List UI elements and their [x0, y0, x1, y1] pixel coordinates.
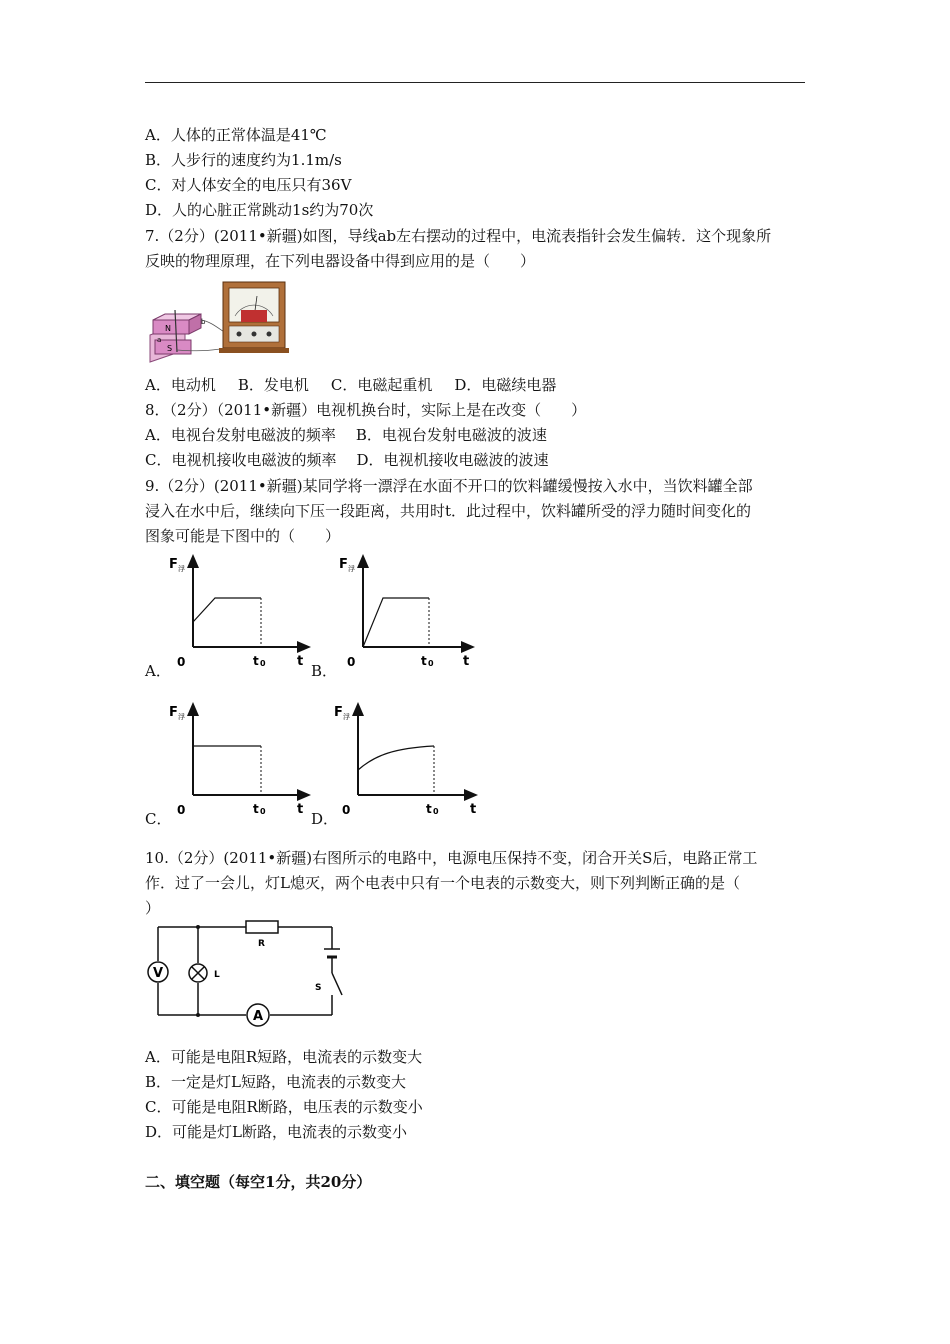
q10-stem-line3: ） [145, 899, 161, 917]
q9-stem-line3: 图象可能是下图中的（ ） [145, 527, 341, 545]
q10-option-d: D．可能是灯L断路，电流表的示数变小 [145, 1123, 407, 1141]
q8-option-c: C．电视机接收电磁波的频率 [145, 451, 337, 469]
wire-b-label: b [201, 318, 206, 326]
graph-d-y-label: F [334, 705, 343, 720]
ammeter-label: A [253, 1009, 264, 1024]
q8-option-d: D．电视机接收电磁波的波速 [356, 451, 549, 469]
graph-d-curve [358, 746, 434, 770]
graph-c-y-sub: 浮 [178, 713, 185, 721]
q9-label-a: A． [145, 662, 171, 680]
graph-b-curve [363, 598, 429, 647]
q9-label-d: D． [311, 810, 339, 828]
q6-option-a: A．人体的正常体温是41℃ [145, 126, 327, 144]
graph-b-t0: t [421, 654, 427, 668]
q9-graph-c [165, 700, 315, 820]
wire-a-label: a [157, 336, 162, 344]
q7-stem-line1: 7.（2分）(2011•新疆)如图，导线ab左右摆动的过程中，电流表指针会发生偏转．这个现象所 [145, 227, 772, 245]
graph-b-x-label: t [463, 654, 470, 669]
resistor-r [246, 921, 278, 933]
q10-option-a: A．可能是电阻R短路，电流表的示数变大 [145, 1048, 423, 1066]
graph-a-t0-sub: 0 [260, 659, 266, 668]
voltmeter-label: V [153, 966, 164, 981]
graph-d-x-label: t [470, 802, 477, 817]
q10-stem-line2: 作．过了一会儿，灯L熄灭，两个电表中只有一个电表的示数变大，则下列判断正确的是（ [145, 874, 740, 892]
graph-a-curve [193, 598, 261, 622]
graph-a-t0: t [253, 654, 259, 668]
graph-c-t0: t [253, 802, 259, 816]
graph-c-t0-sub: 0 [260, 807, 266, 816]
q9-stem-line1: 9.（2分）(2011•新疆)某同学将一漂浮在水面不开口的饮料罐缓慢按入水中，当饮料罐全部 [145, 477, 753, 495]
header-rule [145, 82, 805, 83]
switch-s [332, 973, 342, 995]
q7-option-b: B．发电机 [237, 376, 309, 394]
magnet-n-label: N [165, 324, 171, 333]
q9-stem-line2: 浸入在水中后，继续向下压一段距离，共用时t．此过程中，饮料罐所受的浮力随时间变化的 [145, 502, 752, 520]
q6-option-d: D．人的心脏正常跳动1s约为70次 [145, 201, 374, 219]
q6-option-c: C．对人体安全的电压只有36V [145, 176, 352, 194]
graph-c-x-label: t [297, 802, 304, 817]
graph-d-t0-sub: 0 [433, 807, 439, 816]
graph-b-origin: 0 [347, 655, 356, 669]
q9-graph-d [330, 700, 485, 820]
magnet-s-label: S [167, 344, 173, 353]
graph-a-y-sub: 浮 [178, 565, 185, 573]
graph-c-origin: 0 [177, 803, 186, 817]
q7-option-d: D．电磁续电器 [454, 376, 557, 394]
q6-option-b: B．人步行的速度约为1.1m/s [145, 151, 342, 169]
graph-a-x-label: t [297, 654, 304, 669]
q7-option-c: C．电磁起重机 [330, 376, 433, 394]
graph-c-y-label: F [169, 705, 178, 720]
q8-option-b: B．电视台发射电磁波的波速 [355, 426, 547, 444]
q8-options-row1 [145, 425, 547, 445]
graph-b-t0-sub: 0 [428, 659, 434, 668]
q7-electromagnet-figure [145, 280, 295, 365]
q7-options [145, 375, 556, 395]
section2-heading: 二、填空题（每空1分，共20分） [145, 1173, 372, 1191]
q10-option-b: B．一定是灯L短路，电流表的示数变大 [145, 1073, 406, 1091]
q10-circuit-diagram [140, 915, 360, 1030]
q8-option-a: A．电视台发射电磁波的频率 [145, 426, 336, 444]
resistor-label: R [258, 939, 265, 949]
graph-a-y-label: F [169, 557, 178, 572]
q9-graph-b [335, 552, 485, 672]
graph-d-t0: t [426, 802, 432, 816]
q7-option-a: A．电动机 [145, 376, 216, 394]
q8-stem: 8．（2分）（2011•新疆）电视机换台时，实际上是在改变（ ） [145, 401, 587, 419]
graph-b-y-label: F [339, 557, 348, 572]
q8-options-row2 [145, 450, 549, 470]
q9-graph-a [165, 552, 315, 672]
graph-a-origin: 0 [177, 655, 186, 669]
graph-b-y-sub: 浮 [348, 565, 355, 573]
graph-d-origin: 0 [342, 803, 351, 817]
q10-option-c: C．可能是电阻R断路，电压表的示数变小 [145, 1098, 423, 1116]
lamp-label: L [214, 970, 220, 980]
q7-stem-line2: 反映的物理原理，在下列电器设备中得到应用的是（ ） [145, 252, 536, 270]
graph-d-y-sub: 浮 [343, 713, 350, 721]
q9-label-c: C． [145, 810, 172, 828]
switch-label: S [315, 983, 322, 993]
q9-label-b: B． [311, 662, 338, 680]
q10-stem-line1: 10.（2分）(2011•新疆)右图所示的电路中，电源电压保持不变，闭合开关S后，电路正常工 [145, 849, 758, 867]
